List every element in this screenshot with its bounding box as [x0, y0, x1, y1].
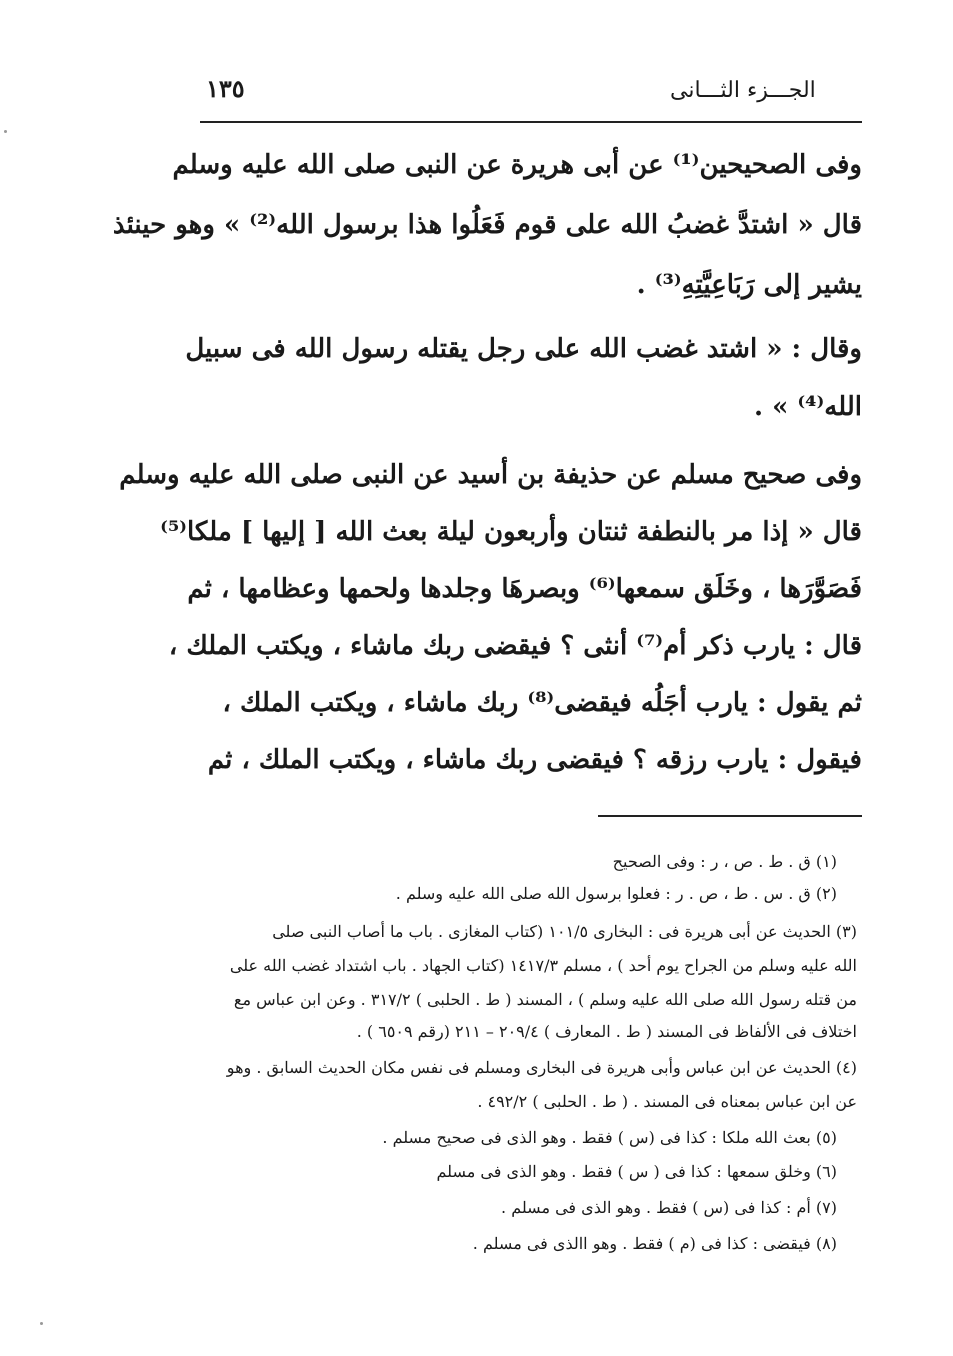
footnote-line: (٧) أم : كذا فى (س ) فقط . وهو الذى فى مسلم .: [501, 1198, 837, 1217]
scan-speck: [40, 1322, 43, 1325]
footnote-line: الله عليه وسلم من الجراح يوم أحد ) ، مسلم ١٤١٧/٣ (كتاب الجهاد . باب اشتداد غضب الله على: [229, 956, 857, 975]
running-title: الجـــزء الثـــانى: [670, 78, 816, 103]
text-line: قال : يارب ذكر أم⁽⁷⁾ أنثى ؟ فيقضى ربك ماشاء ، ويكتب الملك ،: [168, 631, 862, 661]
text-line: قال « اشتدَّ غضبُ الله على قوم فَعَلُوا هذا برسول الله⁽²⁾ » وهو حينئذ: [112, 210, 862, 240]
text-line: ثم يقول : يارب أجَلُه فيقضى⁽⁸⁾ ربك ماشاء ، ويكتب الملك ،: [222, 688, 862, 718]
text-line: وقال : « اشتد غضب الله على رجل يقتله رسول الله فى سبيل: [185, 334, 862, 364]
footnote-rule: [598, 815, 862, 817]
footnote-line: (٥) بعث الله ملكا : كذا فى (س ) فقط . وهو الذى فى صحيح مسلم .: [382, 1128, 837, 1147]
header-rule: [200, 121, 862, 123]
footnote-line: (١) ق . ط . ص ، ر : وفى الصحيح: [612, 852, 837, 871]
scan-speck: [4, 130, 7, 133]
footnote-line: (٦) وخلق سمعها : كذا فى ( س ) فقط . وهو الذى فى مسلم: [436, 1162, 837, 1181]
text-line: فَصَوَّرَها ، وخَلَق سمعها⁽⁶⁾ وبصرهَا وجلدها ولحمها وعظامها ، ثم: [187, 574, 862, 604]
text-line: الله⁽⁴⁾ » .: [754, 392, 862, 422]
page-number: ١٣٥: [206, 74, 245, 103]
text-line: يشير إلى رَبَاعِيَّتِهِ⁽³⁾ .: [636, 270, 862, 300]
text-line: وفى الصحيحين⁽¹⁾ عن أبى هريرة عن النبى صلى الله عليه وسلم: [172, 150, 862, 180]
paragraph-1: [112, 150, 862, 320]
text-line: فيقول : يارب رزقه ؟ فيقضى ربك ماشاء ، ويكتب الملك ، ثم: [207, 745, 862, 775]
footnote-line: من قتله رسول الله صلى الله عليه وسلم ) ، المسند ( ط . الحلبى ) ٣١٧/٢ . وعن ابن عباس مع: [233, 990, 857, 1009]
page-header: [200, 68, 860, 108]
paragraph-2: [185, 334, 862, 444]
footnote-line: اختلاف فى الألفاظ فى المسند ( ط . المعارف ) ٢٠٩/٤ – ٢١١ (رقم ٦٥٠٩ ) .: [356, 1022, 857, 1041]
footnote-line: (٢) ق . س . ط ، ص . ر : فعلوا برسول الله صلى الله عليه وسلم .: [395, 884, 837, 903]
footnote-line: (٨) فيقضى : كذا فى (م ) فقط . وهو االذى فى مسلم .: [472, 1234, 837, 1253]
footnote-line: (٣) الحديث عن أبى هريرة فى : البخارى ١٠١/٥ (كتاب المغازى . باب ما أصاب النبى صلى: [272, 922, 857, 941]
footnote-line: (٤) الحديث عن ابن عباس وأبى هريرة فى البخارى ومسلم فى نفس مكان الحديث السابق . وهو: [226, 1058, 857, 1077]
text-line: وفى صحيح مسلم عن حذيفة بن أسيد عن النبى صلى الله عليه وسلم: [119, 460, 862, 490]
paragraph-3: [119, 460, 862, 790]
footnote-line: عن ابن عباس بمعناه فى المسند . ( ط . الحلبى ) ٤٩٢/٢ .: [477, 1092, 857, 1111]
text-line: قال « إذا مر بالنطفة ثنتان وأربعون ليلة بعث الله [ إليها ] ملكا⁽⁵⁾: [160, 517, 862, 547]
